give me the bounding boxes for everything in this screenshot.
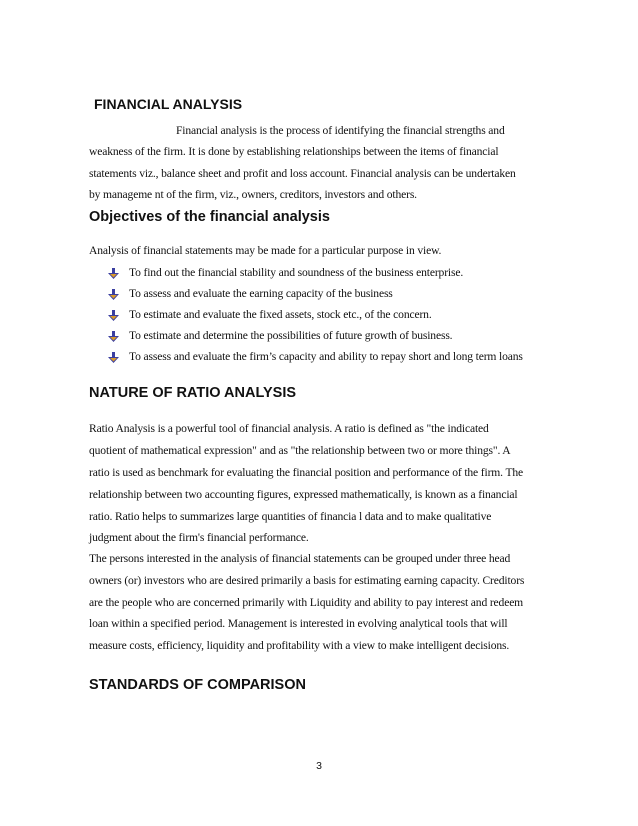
nature-line: are the people who are concerned primarily with Liquidity and ability to pay interest and redeem [89,596,524,609]
fa-line-3: statements viz., balance sheet and profit and loss account. Financial analysis can be undertaken [89,167,516,180]
objective-text: To assess and evaluate the firm’s capacity and ability to repay short and long term loans [129,350,523,363]
heading-nature-of-ratio-analysis: NATURE OF RATIO ANALYSIS [89,385,297,401]
nature-line: judgment about the firm's financial performance. [89,531,309,544]
heading-objectives: Objectives of the financial analysis [89,209,330,225]
nature-line: relationship between two accounting figures, expressed mathematically, is known as a financial [89,488,518,501]
down-arrow-bullet-icon [108,352,119,363]
nature-line: quotient of mathematical expression" and as "the relationship between two or more things". A [89,444,511,457]
objective-text: To estimate and determine the possibilities of future growth of business. [129,329,453,342]
down-arrow-bullet-icon [108,289,119,300]
nature-line: Ratio Analysis is a powerful tool of financial analysis. A ratio is defined as "the indicated [89,422,489,435]
page-number: 3 [316,760,322,772]
heading-standards-of-comparison: STANDARDS OF COMPARISON [89,677,306,693]
fa-line-4: by manageme nt of the firm, viz., owners, creditors, investors and others. [89,188,417,201]
nature-line: loan within a specified period. Management is interested in evolving analytical tools that will [89,617,508,630]
objective-text: To assess and evaluate the earning capacity of the business [129,287,393,300]
down-arrow-bullet-icon [108,331,119,342]
nature-line: The persons interested in the analysis of financial statements can be grouped under three head [89,552,511,565]
objectives-intro: Analysis of financial statements may be made for a particular purpose in view. [89,244,442,257]
down-arrow-bullet-icon [108,310,119,321]
fa-line-1: Financial analysis is the process of identifying the financial strengths and [176,124,505,137]
down-arrow-bullet-icon [108,268,119,279]
objective-text: To find out the financial stability and soundness of the business enterprise. [129,266,464,279]
nature-line: ratio is used as benchmark for evaluating the financial position and performance of the firm. The [89,466,524,479]
heading-financial-analysis: FINANCIAL ANALYSIS [94,96,243,112]
nature-line: owners (or) investors who are desired primarily a basis for estimating earning capacity. Creditors [89,574,525,587]
objective-text: To estimate and evaluate the fixed assets, stock etc., of the concern. [129,308,432,321]
nature-line: measure costs, efficiency, liquidity and profitability with a view to make intelligent decisions. [89,639,510,652]
nature-line: ratio. Ratio helps to summarizes large quantities of financia l data and to make qualitative [89,510,492,523]
fa-line-2: weakness of the firm. It is done by establishing relationships between the items of financial [89,145,499,158]
